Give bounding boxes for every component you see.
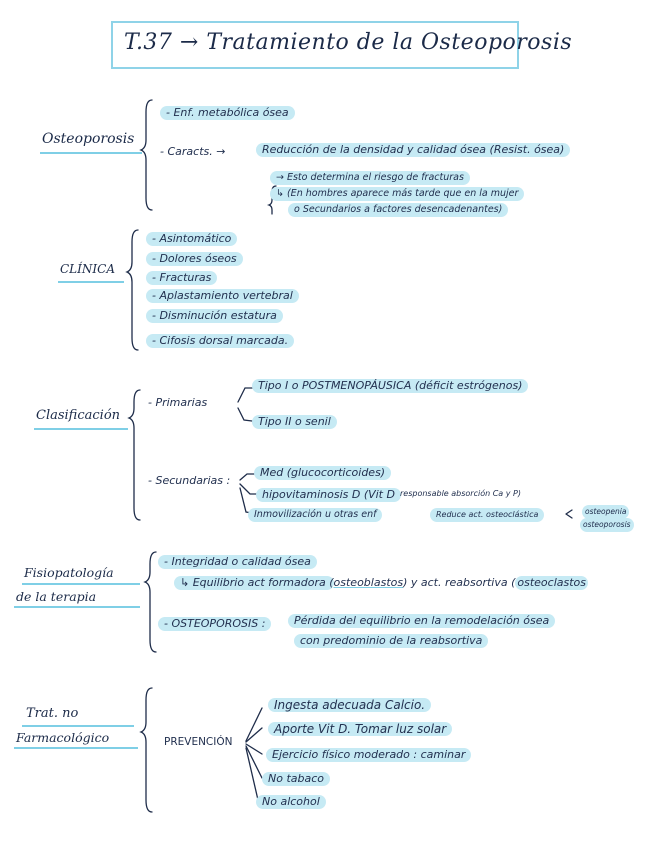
clinica-item-6: - Cifosis dorsal marcada. xyxy=(146,334,294,348)
trat-item-2: Aporte Vit D. Tomar luz solar xyxy=(268,722,452,736)
heading-trat-2: Farmacológico xyxy=(16,730,110,745)
underline-clinica xyxy=(58,281,124,283)
trat-item-5: No alcohol xyxy=(256,795,326,809)
trat-item-4: No tabaco xyxy=(262,772,330,786)
prevencion-label: PREVENCIÓN xyxy=(164,736,233,748)
heading-osteoporosis: Osteoporosis xyxy=(42,131,135,147)
underline-trat-2 xyxy=(14,747,138,749)
page-title: T.37 → Tratamiento de la Osteoporosis xyxy=(124,30,573,55)
underline-osteoporosis xyxy=(40,152,142,154)
heading-clinica: CLÍNICA xyxy=(60,262,115,276)
fisio-item-2-text-2: con predominio de la reabsortiva xyxy=(294,634,488,648)
osteoporosis-sub-3: o Secundarios a factores desencadenantes) xyxy=(288,203,508,217)
osteoporosis-sub-2: ↳ (En hombres aparece más tarde que en la mujer xyxy=(270,187,524,201)
secundarias-label: - Secundarias : xyxy=(148,474,231,487)
fisio-item-2-label: - OSTEOPOROSIS : xyxy=(158,617,271,631)
clinica-item-2: - Dolores óseos xyxy=(146,252,243,266)
primarias-item-1: Tipo I o POSTMENOPÁUSICA (déficit estrógenos) xyxy=(252,379,528,393)
secundarias-item-3d: osteoporosis xyxy=(580,518,634,532)
clinica-item-1: - Asintomático xyxy=(146,232,237,246)
heading-clasificacion: Clasificación xyxy=(36,408,121,423)
secundarias-item-3b: Reduce act. osteoclástica xyxy=(430,508,544,522)
clinica-item-3: - Fracturas xyxy=(146,271,217,285)
underline-trat-1 xyxy=(22,725,134,727)
underline-fisiopatologia-1 xyxy=(22,583,140,585)
underline-clasificacion xyxy=(34,428,128,430)
secundarias-item-2b: responsable absorción Ca y P) xyxy=(400,489,521,498)
brace-osteoporosis xyxy=(141,100,152,210)
secundarias-item-3c: osteopenia xyxy=(582,505,629,519)
clinica-item-4: - Aplastamiento vertebral xyxy=(146,289,299,303)
underline-fisiopatologia-2 xyxy=(14,606,140,608)
trat-item-3: Ejercicio físico moderado : caminar xyxy=(266,748,471,762)
primarias-item-2: Tipo II o senil xyxy=(252,415,337,429)
heading-trat-1: Trat. no xyxy=(26,706,79,721)
secundarias-item-1: Med (glucocorticoides) xyxy=(254,466,391,480)
brace-clinica xyxy=(127,230,138,350)
trat-item-1: Ingesta adecuada Calcio. xyxy=(268,698,431,712)
clinica-item-5: - Disminución estatura xyxy=(146,309,283,323)
osteoporosis-sub-1: → Esto determina el riesgo de fracturas xyxy=(270,171,470,185)
osteoporosis-item-2-label: - Caracts. → xyxy=(160,145,226,158)
fisio-item-1b: ↳ Equilibrio act formadora (osteoblastos) y act. reabsortiva ( osteoclastos xyxy=(174,576,588,590)
heading-fisiopatologia-1: Fisiopatología xyxy=(24,565,114,580)
osteoporosis-item-2-text: Reducción de la densidad y calidad ósea (Resist. ósea) xyxy=(256,143,570,157)
fisio-item-2-text-1: Pérdida del equilibrio en la remodelación ósea xyxy=(288,614,555,628)
secundarias-item-2: hipovitaminosis D (Vit D xyxy=(256,488,401,502)
osteoporosis-item-1: - Enf. metabólica ósea xyxy=(160,106,295,120)
secundarias-item-3: Inmovilización u otras enf xyxy=(248,508,382,522)
heading-fisiopatologia-2: de la terapia xyxy=(16,589,97,604)
primarias-label: - Primarias xyxy=(148,396,208,409)
fisio-item-1: - Integridad o calidad ósea xyxy=(158,555,317,569)
